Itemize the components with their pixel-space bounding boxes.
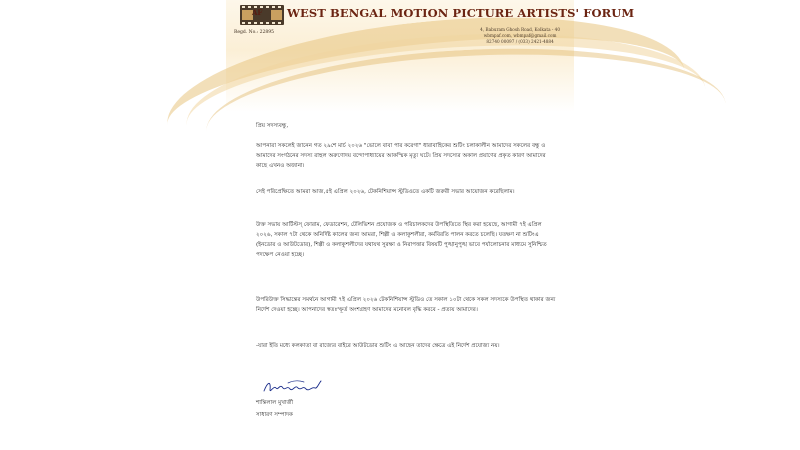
letter-paragraph: উপরিউক্ত সিদ্ধান্তের সমর্থনে আগামী ৭ই এপ্রিল ২০২৬ টেকনিশিয়ান্স স্টুডিও তে সকাল ১০টা থেকে সকল সদস্যকে উপস্থিত থাকার জন্য নির্দেশ দেওয়া হচ্ছে। আপনাদের স্বতঃস্ফূর্ত অংশগ্রহণ আমাদের মনোবল বৃদ্ধি করবে - প্রত্যয় আমাদের। xyxy=(256,297,556,313)
letterhead-address xyxy=(480,27,560,45)
phone-line: 82740 00097 / (033) 2421-4884 xyxy=(486,39,554,44)
address-line: 4, Baburam Ghosh Road, Kolkata - 40 xyxy=(480,27,560,32)
letter-paragraph: উক্ত সভায় আর্টিস্টস্ ফোরাম, ফেডারেশন, টেলিভিশন প্রযোজক ও পরিচালকদের উপস্থিতিতে স্থির করা হয়েছে, আগামী ৭ই এপ্রিল ২০২৬, সকাল ৭টা থেকে অনির্দিষ্ট কালের জন্য আমরা, শিল্পী ও কলাকুশলীরা, কর্মবিরতি পালন করতে চলেছি। যতক্ষণ না শুটিংএ (ইনডোর ও আউটডোর), শিল্পী ও কলাকুশলীদের যথাযথ সুরক্ষা ও নিরাপত্তার বিষয়টি পুঙ্খানুপুঙ্খ ভাবে পর্যালোচনার মাধ্যমে সুনিশ্চিত পদক্ষেপ নেওয়া হচ্ছে। xyxy=(256,222,547,258)
handwritten-signature xyxy=(262,377,324,397)
registration-number: Regd. No.: 22895 xyxy=(234,30,274,35)
letterhead xyxy=(226,0,635,112)
logo-mark: AF xyxy=(252,8,263,17)
letter-paragraph: আপনারা সকলেই জানেন গত ২৯শে মার্চ ২০২৬ "ভোলে বাবা পার করেগা" ধারাবাহিকের শুটিং চলাকালীন আমাদের সকলের বন্ধু ও আমাদের সংগঠনের সদস্য রাহুল অরুণোদয় বন্দোপাধ্যায়ের আকস্মিক মৃত্যু ঘটে। প্রিয় সদস্যের অকাল প্রয়াণের প্রকৃত কারণ আমাদের কাছে এখনও অজানা। xyxy=(256,143,546,169)
letter-paragraph: সেই পরিপ্রেক্ষিতে আমরা আজ,৫ই এপ্রিল ২০২৬, টেকনিশিয়ান্স স্টুডিওতে একটি জরুরী সভার আয়োজন করেছিলাম। xyxy=(256,189,515,195)
letter-paragraph: -যারা ইতি মধ্যে কলকাতা বা রাজ্যের বাইরে আউটডোর শুটিং এ আছেন তাদের ক্ষেত্রে এই নির্দেশ প্রযোজ্য নয়। xyxy=(256,343,500,349)
organization-name: WEST BENGAL MOTION PICTURE ARTISTS' FORUM xyxy=(287,6,635,20)
signatory-title: সাধারণ সম্পাদক xyxy=(256,412,293,418)
letter-page xyxy=(226,0,635,450)
contact-line: wbmpaf.com, wbmpaf@gmail.com xyxy=(483,33,557,38)
signatory-name: শান্তিলাল মুখার্জী xyxy=(256,400,294,406)
salutation: প্রিয় সদস্যবন্ধু, xyxy=(256,123,289,129)
